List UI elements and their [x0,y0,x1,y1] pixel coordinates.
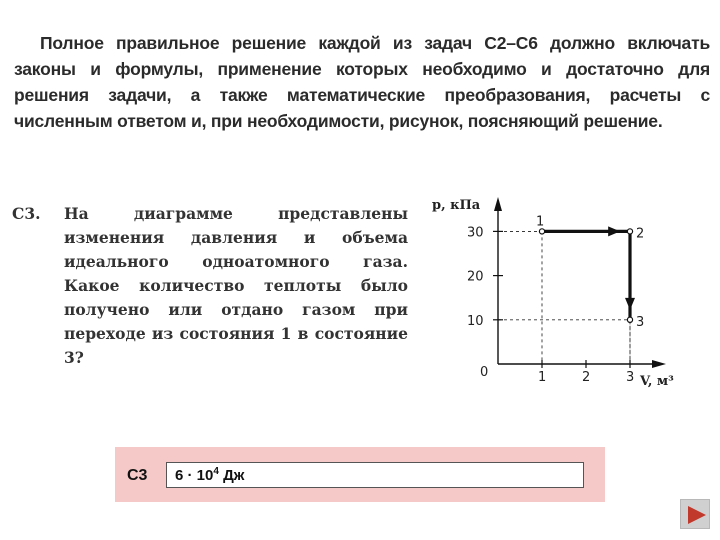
state-point-label: 1 [536,214,545,230]
state-point-label: 2 [636,226,645,242]
task-text: На диаграмме представлены изменения давления и объема идеального одноатомного газа. Какое количество теплоты было получено или отдано газом при переходе из состояния 1 в состояние 3? [64,204,408,367]
answer-unit: Дж [218,467,245,484]
answer-base: 6 · 10 [175,467,214,484]
task-label: С3. [12,204,41,223]
y-axis-label: p, кПа [432,198,481,213]
x-tick-label: 2 [582,370,591,385]
y-axis-arrow-icon [494,197,502,211]
next-slide-button[interactable] [680,499,710,529]
pv-diagram [420,185,690,405]
state-point-label: 3 [636,314,645,330]
origin-label: 0 [480,365,489,380]
y-tick-label: 10 [467,313,484,329]
process-arrow-icon [625,298,635,310]
state-point [627,229,632,234]
state-point [627,317,632,322]
play-triangle-icon [681,500,711,530]
answer-exponent: 4 [213,466,219,477]
x-axis-label: V, м³ [640,374,674,389]
answer-field [166,462,584,488]
x-tick-label: 3 [626,370,635,385]
process-arrow-icon [608,226,620,236]
intro-paragraph: Полное правильное решение каждой из задач С2–С6 должно включать законы и формулы, применение которых необходимо и достаточно для решения задачи, а также математические преобразования, расчеты с численным ответом и, при необходимости, рисунок, поясняющий решение. [14,33,710,131]
state-point [539,229,544,234]
y-tick-label: 20 [467,269,484,285]
answer-label: С3 [127,467,148,484]
y-tick-label: 30 [467,225,484,241]
answer-box [115,447,605,502]
x-tick-label: 1 [538,370,547,385]
x-axis-arrow-icon [652,360,666,368]
